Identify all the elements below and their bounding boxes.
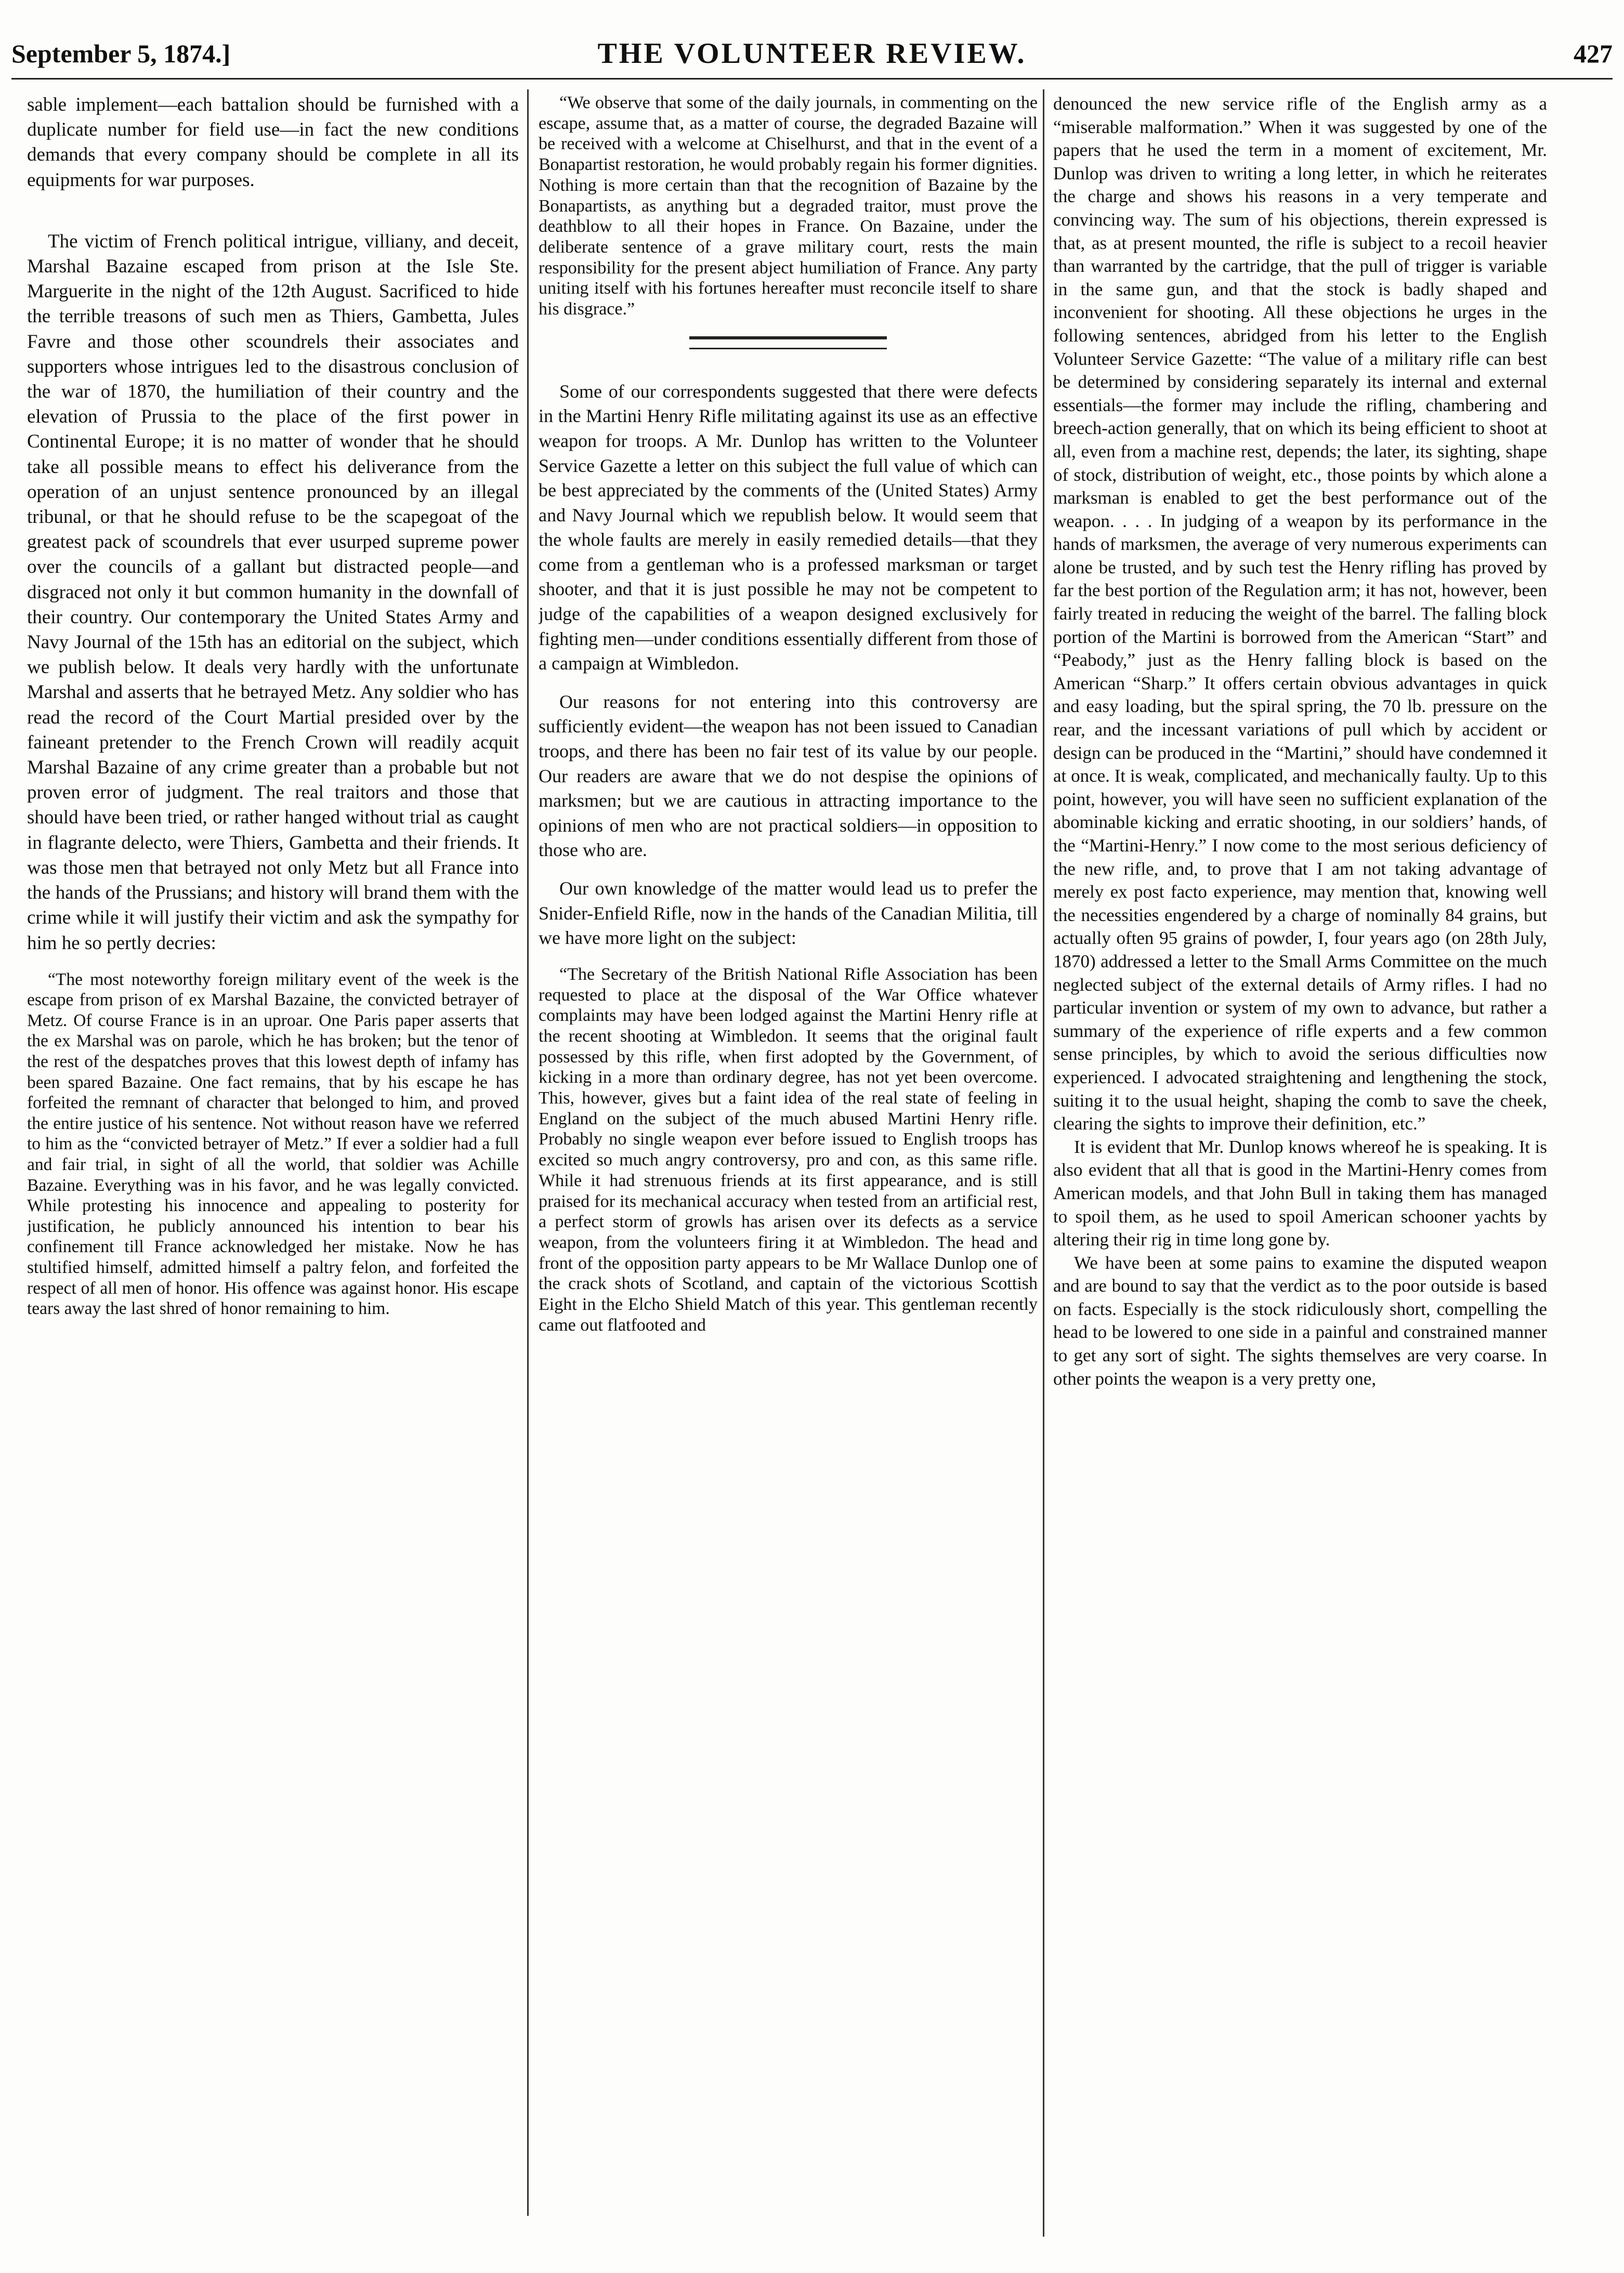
section-divider bbox=[689, 336, 887, 349]
paragraph-snider-enfield: Our own knowledge of the matter would lead us to prefer the Snider-Enfield Rifle, now in the hands of the Canadian Militia, till we have more light on the subject: bbox=[539, 878, 1038, 949]
masthead bbox=[11, 32, 1613, 75]
issue-date: September 5, 1874.] bbox=[11, 39, 231, 68]
newspaper-title: THE VOLUNTEER REVIEW. bbox=[597, 37, 1027, 70]
paragraph-dunlop-letter: denounced the new service rifle of the English army as a “miserable malformation.” When it was suggested by one of the papers that he used the term in a moment of excitement, Mr. Dunlop was driven to writing a long letter, in which he reiterates the charge and shows his reasons in a very temperate and convincing way. The sum of his objections, therein expressed is that, as at present mounted, the rifle is subject to a recoil heavier than warranted by the cartridge, that the pull of trigger is variable in the same gun, and that the stock is badly shaped and inconvenient for shooting. All these objections he urges in the following sentences, abridged from his letter to the English Volunteer Service Gazette: “The value of a military rifle can best be determined by considering separately its internal and external essentials—the former may include the rifling, chambering and breech-action generally, that on which its being efficient to shoot at all, even from a machine rest, depends; the later, its sighting, shape of stock, distribution of weight, etc., those points by which alone a marksman is enabled to get the best performance out of the weapon. . . . In judging of a weapon by its performance in the hands of marksmen, the average of very numerous experiments can alone be trusted, and by such test the Henry rifling has proved by far the best portion of the Regulation arm; it has not, however, been fairly treated in reducing the weight of the barrel. The falling block portion of the Martini is borrowed from the American “Start” and “Peabody,” just as the Henry falling block is based on the American “Sharp.” It offers certain obvious advantages in quick and easy loading, but the spiral spring, the 70 lb. pressure on the rear, and the incessant variations of pull which by accident or design can be produced in the “Martini,” should have condemned it at once. It is weak, complicated, and mechanically faulty. Up to this point, however, you will have seen no sufficient explanation of the abominable kicking and erratic shooting, in our soldiers’ hands, of the “Martini-Henry.” I now come to the most serious deficiency of the new rifle, and, to prove that I am not taking advantage of merely ex post facto experience, may mention that, knowing well the necessities engendered by a charge of nominally 84 grains, but actually often 95 grains of powder, I, four years ago (on 28th July, 1870) addressed a letter to the Small Arms Committee on the much neglected subject of the external details of Army rifles. I had no particular invention or system of my own to advance, but rather a summary of the experience of rifle experts and a few common sense principles, by which to avoid the serious difficulties now experienced. I advocated straightening and lengthening the stock, suiting it to the usual height, shaping the comb to save the cheek, clearing the sights to improve their definition, etc.” bbox=[1053, 94, 1547, 1134]
column-divider bbox=[1043, 89, 1044, 2237]
paragraph-examination: We have been at some pains to examine the disputed weapon and are bound to say that the verdict as to the poor outside is based on facts. Especially is the stock ridiculously short, compelling the head to be lowered to one side in a painful and constrained manner to get any sort of sight. The sights themselves are very coarse. In other points the weapon is a very pretty one, bbox=[1053, 1252, 1547, 1389]
column-two bbox=[539, 93, 1038, 2231]
quoted-article-bazaine-continued: “We observe that some of the daily journals, in commenting on the escape, assume that, as a matter of course, the degraded Bazaine will be received with a welcome at Chiselhurst, and that in the event of a Bonapartist restoration, he would probably regain his former dignities. Nothing is more certain than that the recognition of Bazaine by the Bonapartists, as anything but a degraded traitor, must prove the deathblow to all their hopes in France. On Bazaine, under the deliberate sentence of a grave military court, rests the main responsibility for the present abject humiliation of France. Any party uniting itself with his fortunes hereafter must reconcile itself to share his disgrace.” bbox=[539, 93, 1038, 319]
quoted-article-rifle: “The Secretary of the British National Rifle Association has been requested to place at the disposal of the War Office whatever complaints may have been lodged against the Martini Henry rifle at the recent shooting at Wimbledon. It seems that the original fault possessed by this rifle, when first adopted by the Government, of kicking in a more than ordinary degree, has not yet been overcome. This, however, gives but a faint idea of the real state of feeling in England on the subject of the much abused Martini Henry rifle. Probably no single weapon ever before issued to English troops has excited so much angry controversy, pro and con, as this same rifle. While it had strenuous friends at its first appearance, and is still praised for its mechanical accuracy when tested from an artificial rest, a perfect storm of growls has arisen over its defects as a service weapon, from the volunteers firing it at Wimbledon. The head and front of the opposition party appears to be Mr Wallace Dunlop one of the crack shots of Scotland, and captain of the victorious Scottish Eight in the Elcho Shield Match of this year. This gentleman recently came out flatfooted and bbox=[539, 964, 1038, 1335]
paragraph-evident: It is evident that Mr. Dunlop knows whereof he is speaking. It is also evident that all that is good in the Martini-Henry comes from American models, and that John Bull in taking them has managed to spoil them, as he used to spoil American schooner yachts by altering their rig in time long gone by. bbox=[1053, 1136, 1547, 1250]
page-number: 427 bbox=[1574, 39, 1613, 68]
paragraph-continued: sable implement—each battalion should be furnished with a duplicate number for field use—in fact the new conditions demands that every company should be complete in all its equipments for war purposes. bbox=[27, 94, 519, 191]
paragraph-bazaine-editorial: The victim of French political intrigue, villiany, and deceit, Marshal Bazaine escaped from prison at the Isle Ste. Marguerite in the night of the 12th August. Sacrificed to hide the terrible treasons of such men as Thiers, Gambetta, Jules Favre and those other scoundrels their associates and supporters whose intrigues led to the disastrous conclusion of the war of 1870, the humiliation of their country and the elevation of Prussia to the place of the first power in Continental Europe; it is no matter of wonder that he should take all possible means to effect his deliverance from the operation of an unjust sentence pronounced by an illegal tribunal, or that he should refuse to be the scapegoat of the greatest pack of scoundrels that ever usurped supreme power over the councils of a gallant but distracted people—and disgraced not only it but common humanity in the downfall of their country. Our contemporary the United States Army and Navy Journal of the 15th has an editorial on the subject, which we publish below. It deals very hardly with the unfortunate Marshal and asserts that he betrayed Metz. Any soldier who has read the record of the Court Martial presided over by the faineant pretender to the French Crown will readily acquit Marshal Bazaine of any crime greater than a probable but not proven error of judgment. The real traitors and those that should have been tried, or rather hanged without trial as caught in flagrante delecto, were Thiers, Gambetta and their friends. It was those men that betrayed not only Metz but all France into the hands of the Prussians; and history will brand them with the crime while it will justify their victim and ask the sympathy for him he so pertly decries: bbox=[27, 230, 519, 954]
paragraph-martini-henry: Some of our correspondents suggested that there were defects in the Martini Henry Rifle militating against its use as an effective weapon for troops. A Mr. Dunlop has written to the Volunteer Service Gazette a letter on this subject the full value of which can be best appreciated by the comments of the (United States) Army and Navy Journal which we republish below. It would seem that the whole faults are merely in easily remedied details—that they come from a gentleman who is a professed marksman or target shooter, and that it is just possible he may not be competent to judge of the capabilities of a weapon designed exclusively for fighting men—under conditions essentially different from those of a campaign at Wimbledon. bbox=[539, 380, 1038, 674]
masthead-rule bbox=[11, 78, 1613, 80]
column-divider bbox=[527, 89, 529, 2216]
paragraph-controversy: Our reasons for not entering into this controversy are sufficiently evident—the weapon has not been issued to Canadian troops, and there has been no fair test of its value by our people. Our readers are aware that we do not despise the opinions of marksmen; but we are cautious in attracting importance to the opinions of men who are not practical soldiers—in opposition to those who are. bbox=[539, 691, 1038, 861]
column-one bbox=[27, 93, 519, 2231]
quoted-article-bazaine: “The most noteworthy foreign military event of the week is the escape from prison of ex Marshal Bazaine, the convicted betrayer of Metz. Of course France is in an uproar. One Paris paper asserts that the ex Marshal was on parole, which he has broken; but the tenor of the rest of the despatches proves that this lowest depth of infamy has been spared Bazaine. One fact remains, that by his escape he has forfeited the remnant of character that belonged to him, and proved the entire justice of his sentence. Not without reason have we referred to him as the “convicted betrayer of Metz.” If ever a soldier had a full and fair trial, in sight of all the world, that soldier was Achille Bazaine. Everything was in his favor, and he was legally convicted. While protesting his innocence and appealing to posterity for justification, he publicly announced his intention to bear his confinement till France acknowledged her mistake. Now he has stultified himself, admitted himself a paltry felon, and forfeited the respect of all men of honor. His offence was against honor. His escape tears away the last shred of honor remaining to him. bbox=[27, 969, 519, 1319]
column-three bbox=[1053, 93, 1547, 2231]
